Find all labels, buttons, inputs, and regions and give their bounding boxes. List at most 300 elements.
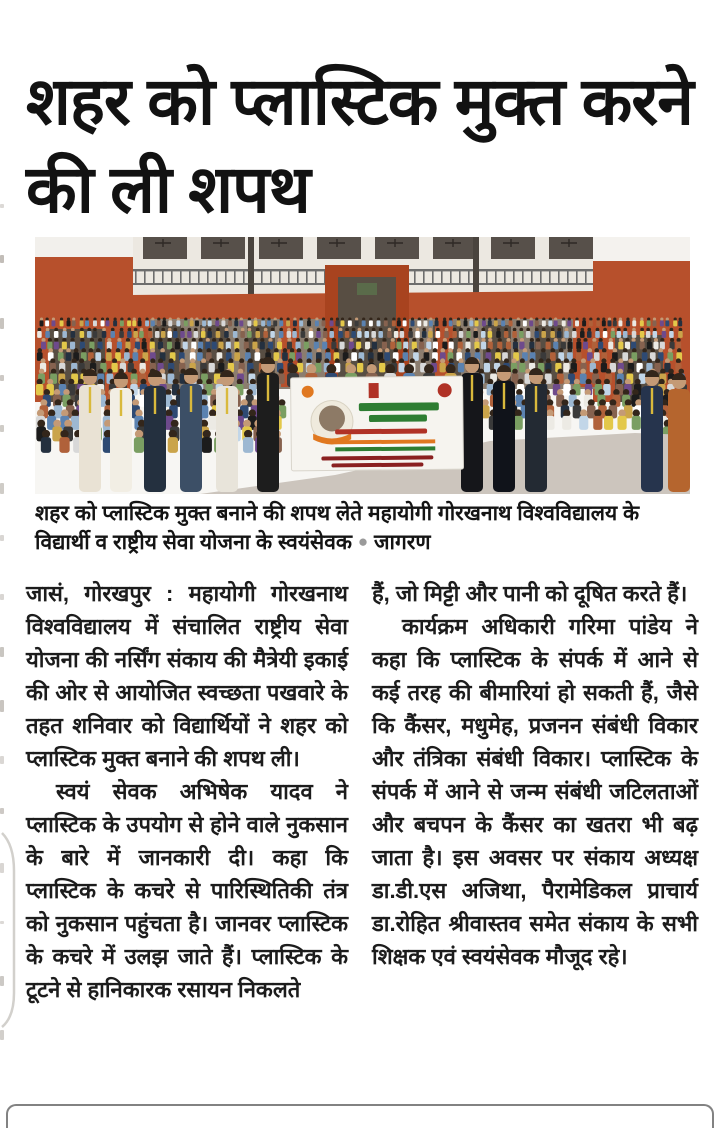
- crowd-head: [315, 318, 318, 321]
- crowd-head: [346, 364, 356, 374]
- crowd-torso: [41, 437, 51, 453]
- crowd-torso: [563, 384, 570, 395]
- crowd-head: [385, 348, 390, 353]
- crowd-torso: [239, 320, 243, 326]
- crowd-torso: [41, 342, 46, 350]
- crowd-head: [647, 358, 652, 363]
- window-segment: [317, 237, 361, 259]
- crowd-head: [392, 318, 395, 321]
- railing-post: [234, 270, 236, 285]
- crowd-torso: [36, 384, 43, 395]
- crowd-torso: [345, 331, 350, 338]
- crowd-torso: [396, 342, 401, 350]
- crowd-head: [513, 328, 517, 332]
- crowd-head: [506, 338, 510, 342]
- crowd-torso: [646, 331, 651, 338]
- crowd-torso: [415, 331, 420, 338]
- crowd-head: [209, 409, 216, 416]
- crowd-head: [536, 338, 540, 342]
- crowd-head: [244, 338, 248, 342]
- crowd-head: [565, 328, 569, 332]
- crowd-head: [677, 338, 681, 342]
- caption-credit: जागरण: [368, 531, 431, 554]
- crowd-head: [169, 430, 177, 438]
- article-paragraph: हैं, जो मिट्टी और पानी को दूषित करते हैं।: [372, 581, 688, 606]
- crowd-head: [208, 328, 212, 332]
- crowd-head: [646, 328, 650, 332]
- crowd-torso: [261, 320, 265, 326]
- crowd-head: [287, 338, 291, 342]
- crowd-head: [618, 409, 625, 416]
- crowd-head: [117, 338, 121, 342]
- crowd-torso: [481, 342, 486, 350]
- crowd-head: [168, 328, 172, 332]
- crowd-head: [542, 328, 546, 332]
- clipping-edge-mark: [0, 863, 4, 873]
- crowd-torso: [475, 320, 479, 326]
- crowd-torso: [509, 320, 513, 326]
- crowd-head: [668, 348, 673, 353]
- crowd-head: [184, 318, 187, 321]
- crowd-head: [64, 420, 72, 428]
- clipping-edge-mark: [0, 318, 4, 329]
- window-segment: [143, 237, 187, 259]
- crowd-head: [116, 348, 121, 353]
- crowd-torso: [596, 320, 600, 326]
- crowd-torso: [184, 320, 188, 326]
- crowd-torso: [484, 363, 490, 373]
- crowd-head: [286, 318, 289, 321]
- crowd-head: [267, 318, 270, 321]
- crowd-head: [216, 318, 219, 321]
- lanyard: [190, 386, 192, 412]
- crowd-head: [637, 358, 642, 363]
- crowd-head: [212, 338, 216, 342]
- crowd-head: [324, 358, 329, 363]
- crowd-head: [626, 318, 629, 321]
- crowd-head: [659, 379, 665, 385]
- crowd-head: [530, 358, 535, 363]
- crowd-head: [424, 348, 429, 353]
- crowd-head: [78, 379, 84, 385]
- crowd-torso: [379, 363, 385, 373]
- crowd-torso: [323, 331, 328, 338]
- crowd-torso: [62, 331, 67, 338]
- crowd-head: [352, 348, 357, 353]
- crowd-torso: [603, 331, 608, 338]
- crowd-head: [40, 318, 43, 321]
- crowd-torso: [309, 331, 314, 338]
- crowd-head: [306, 358, 311, 363]
- crowd-head: [63, 328, 67, 332]
- crowd-head: [378, 348, 383, 353]
- crowd-head: [618, 358, 623, 363]
- crowd-head: [138, 318, 141, 321]
- crowd-torso: [611, 331, 616, 338]
- crowd-head: [160, 348, 165, 353]
- clipping-edge-mark: [0, 921, 4, 924]
- crowd-head: [235, 318, 238, 321]
- crowd-head: [617, 328, 621, 332]
- crowd-torso: [202, 320, 206, 326]
- railing-post: [315, 270, 317, 285]
- crowd-head: [588, 399, 595, 406]
- crowd-torso: [292, 331, 297, 338]
- crowd-head: [482, 318, 485, 321]
- crowd-head: [150, 358, 155, 363]
- crowd-head: [262, 318, 265, 321]
- railing-post: [468, 270, 470, 285]
- crowd-torso: [335, 320, 339, 326]
- photo-right-sky: [593, 237, 690, 261]
- crowd-torso: [665, 320, 669, 326]
- crowd-torso: [295, 342, 300, 350]
- crowd-head: [513, 338, 517, 342]
- crowd-head: [618, 369, 624, 375]
- crowd-torso: [595, 331, 600, 338]
- crowd-torso: [190, 320, 194, 326]
- crowd-head: [38, 328, 42, 332]
- crowd-head: [676, 358, 681, 363]
- crowd-torso: [187, 331, 192, 338]
- crowd-head: [307, 318, 310, 321]
- crowd-head: [215, 369, 221, 375]
- crowd-head: [134, 328, 138, 332]
- crowd-torso: [349, 342, 354, 350]
- crowd-head: [219, 338, 223, 342]
- crowd-torso: [142, 342, 147, 350]
- crowd-head: [199, 338, 203, 342]
- crowd-head: [85, 318, 88, 321]
- crowd-head: [557, 328, 561, 332]
- article-column-1: [26, 577, 348, 1006]
- clipping-edge-curve: [0, 825, 20, 1035]
- crowd-head: [101, 358, 106, 363]
- crowd-head: [365, 328, 369, 332]
- crowd-head: [288, 358, 293, 363]
- crowd-head: [241, 399, 248, 406]
- crowd-head: [589, 318, 592, 321]
- crowd-torso: [411, 320, 415, 326]
- crowd-head: [606, 369, 612, 375]
- crowd-torso: [673, 320, 677, 326]
- crowd-head: [435, 318, 438, 321]
- crowd-head: [655, 358, 660, 363]
- crowd-head: [619, 338, 623, 342]
- crowd-head: [418, 318, 421, 321]
- crowd-torso: [676, 342, 681, 350]
- crowd-head: [323, 338, 327, 342]
- crowd-head: [125, 348, 130, 353]
- crowd-torso: [482, 320, 486, 326]
- crowd-head: [128, 358, 133, 363]
- crowd-head: [42, 430, 50, 438]
- crowd-head: [512, 358, 517, 363]
- crowd-torso: [151, 320, 155, 326]
- crowd-head: [530, 318, 533, 321]
- crowd-torso: [357, 331, 362, 338]
- crowd-head: [608, 318, 611, 321]
- crowd-head: [264, 328, 268, 332]
- railing-post: [261, 270, 263, 285]
- crowd-head: [427, 338, 431, 342]
- crowd-head: [453, 328, 457, 332]
- crowd-head: [409, 328, 413, 332]
- crowd-head: [583, 318, 586, 321]
- crowd-head: [599, 399, 606, 406]
- crowd-head: [613, 389, 619, 395]
- crowd-torso: [120, 320, 124, 326]
- crowd-head: [554, 318, 557, 321]
- crowd-head: [546, 409, 553, 416]
- crowd-head: [335, 358, 340, 363]
- crowd-torso: [54, 331, 59, 338]
- window-segment: [491, 237, 535, 259]
- crowd-torso: [330, 320, 334, 326]
- crowd-torso: [282, 352, 288, 361]
- clipping-edge-mark: [0, 594, 4, 600]
- crowd-head: [433, 338, 437, 342]
- crowd-torso: [464, 320, 468, 326]
- clipping-edge-mark: [0, 483, 4, 494]
- crowd-head: [509, 318, 512, 321]
- crowd-head: [107, 348, 112, 353]
- crowd-head: [150, 338, 154, 342]
- crowd-torso: [233, 331, 238, 338]
- crowd-torso: [362, 320, 366, 326]
- crowd-torso: [536, 342, 541, 350]
- crowd-head: [67, 318, 70, 321]
- crowd-head: [602, 318, 605, 321]
- crowd-torso: [202, 437, 212, 453]
- crowd-head: [619, 318, 622, 321]
- railing-post: [171, 270, 173, 285]
- crowd-head: [368, 348, 373, 353]
- crowd-head: [491, 369, 497, 375]
- crowd-torso: [603, 384, 610, 395]
- crowd-head: [237, 379, 243, 385]
- crowd-torso: [422, 331, 427, 338]
- crowd-head: [46, 328, 50, 332]
- crowd-head: [448, 348, 453, 353]
- crowd-head: [611, 328, 615, 332]
- clipping-edge-mark: [0, 425, 4, 431]
- crowd-head: [546, 338, 550, 342]
- crowd-torso: [592, 342, 597, 350]
- crowd-torso: [191, 342, 196, 350]
- crowd-head: [530, 348, 535, 353]
- crowd-torso: [263, 331, 268, 338]
- crowd-head: [336, 318, 339, 321]
- crowd-torso: [67, 320, 71, 326]
- window-segment: [549, 237, 593, 259]
- crowd-head: [377, 318, 380, 321]
- railing-post: [153, 270, 155, 285]
- crowd-head: [422, 328, 426, 332]
- crowd-head: [143, 348, 148, 353]
- crowd-torso: [80, 331, 85, 338]
- crowd-head: [647, 318, 650, 321]
- crowd-head: [135, 338, 139, 342]
- crowd-torso: [516, 320, 520, 326]
- crowd-head: [47, 379, 53, 385]
- crowd-torso: [307, 320, 311, 326]
- crowd-head: [520, 338, 524, 342]
- clipping-edge-mark: [0, 700, 4, 712]
- crowd-head: [609, 338, 613, 342]
- crowd-head: [207, 348, 212, 353]
- crowd-head: [40, 399, 47, 406]
- crowd-head: [248, 328, 252, 332]
- crowd-torso: [632, 331, 637, 338]
- crowd-head: [120, 318, 123, 321]
- crowd-torso: [47, 342, 52, 350]
- crowd-torso: [403, 320, 407, 326]
- crowd-head: [487, 379, 493, 385]
- crowd-head: [481, 328, 485, 332]
- crowd-head: [515, 409, 522, 416]
- crowd-head: [228, 358, 233, 363]
- crowd-torso: [316, 331, 321, 338]
- crowd-torso: [260, 342, 265, 350]
- news-photo-illustration: [35, 237, 690, 494]
- crowd-head: [206, 338, 210, 342]
- crowd-head: [359, 348, 364, 353]
- crowd-torso: [209, 363, 215, 373]
- crowd-head: [412, 338, 416, 342]
- crowd-torso: [304, 342, 309, 350]
- crowd-torso: [512, 331, 517, 338]
- crowd-head: [546, 399, 553, 406]
- crowd-head: [41, 358, 46, 363]
- crowd-torso: [632, 416, 641, 430]
- crowd-head: [369, 358, 374, 363]
- crowd-torso: [408, 331, 413, 338]
- crowd-head: [188, 328, 192, 332]
- crowd-head: [596, 328, 600, 332]
- crowd-torso: [458, 342, 463, 350]
- crowd-head: [202, 369, 208, 375]
- crowd-head: [101, 318, 104, 321]
- crowd-head: [132, 399, 139, 406]
- crowd-torso: [273, 320, 277, 326]
- crowd-head: [586, 379, 592, 385]
- lanyard: [503, 383, 505, 409]
- crowd-head: [279, 399, 286, 406]
- crowd-torso: [444, 331, 449, 338]
- crowd-head: [393, 348, 398, 353]
- crowd-head: [384, 318, 387, 321]
- crowd-head: [348, 318, 351, 321]
- crowd-torso: [631, 342, 636, 350]
- railing-post: [558, 270, 560, 285]
- crowd-torso: [550, 331, 555, 338]
- crowd-head: [72, 358, 77, 363]
- crowd-torso: [243, 437, 253, 453]
- crowd-head: [551, 348, 556, 353]
- railing-post: [540, 270, 542, 285]
- crowd-torso: [301, 331, 306, 338]
- crowd-torso: [542, 320, 546, 326]
- crowd-head: [572, 328, 576, 332]
- crowd-head: [180, 358, 185, 363]
- crowd-torso: [488, 331, 493, 338]
- crowd-torso: [377, 320, 381, 326]
- crowd-head: [366, 338, 370, 342]
- crowd-torso: [474, 342, 479, 350]
- crowd-head: [222, 318, 225, 321]
- railing-post: [306, 270, 308, 285]
- crowd-head: [679, 328, 683, 332]
- article-paragraph: जासं, गोरखपुर : महायोगी गोरखनाथ विश्वविद्यालय में संचालित राष्ट्रीय सेवा योजना की नर्सिंग संकाय की मैत्रेयी इकाई की ओर से आयोजित स्वच्छता पखवारे के तहत शनिवार को विद्यार्थियों ने शहर को प्लास्टिक मुक्त बनाने की शपथ ली।: [26, 581, 348, 771]
- crowd-head: [594, 348, 599, 353]
- crowd-head: [343, 348, 348, 353]
- crowd-head: [486, 348, 491, 353]
- railing-post: [144, 270, 146, 285]
- crowd-head: [91, 358, 96, 363]
- crowd-head: [554, 379, 560, 385]
- crowd-torso: [519, 342, 524, 350]
- crowd-head: [574, 399, 581, 406]
- crowd-head: [297, 358, 302, 363]
- clipping-edge-mark: [0, 375, 4, 381]
- crowd-torso: [66, 352, 72, 361]
- crowd-torso: [526, 331, 531, 338]
- crowd-head: [179, 348, 184, 353]
- crowd-head: [271, 328, 275, 332]
- crowd-head: [158, 338, 162, 342]
- crowd-head: [296, 338, 300, 342]
- crowd-head: [561, 338, 565, 342]
- crowd-torso: [653, 342, 658, 350]
- crowd-head: [494, 318, 497, 321]
- crowd-torso: [247, 331, 252, 338]
- crowd-head: [379, 328, 383, 332]
- crowd-head: [171, 420, 179, 428]
- crowd-head: [587, 328, 591, 332]
- crowd-torso: [355, 320, 359, 326]
- crowd-head: [233, 328, 237, 332]
- banner-subtitle-bar: [335, 428, 427, 434]
- crowd-head: [120, 328, 124, 332]
- crowd-head: [625, 379, 631, 385]
- person-body: [668, 389, 690, 492]
- crowd-head: [283, 348, 288, 353]
- crowd-head: [653, 328, 657, 332]
- crowd-head: [668, 369, 674, 375]
- crowd-head: [580, 369, 586, 375]
- crowd-head: [640, 318, 643, 321]
- railing-post: [450, 270, 452, 285]
- crowd-torso: [576, 352, 582, 361]
- article-paragraph: स्वयं सेवक अभिषेक यादव ने प्लास्टिक के उपयोग से होने वाले नुकसान के बारे में जानकारी दी। कहा कि प्लास्टिक के कचरे से पारिस्थितिकी तंत्र को नुकसान पहुंचता है। जानवर प्लास्टिक के कचरे में उलझ जाते हैं। प्लास्टिक के टूटने से हानिकारक रसायन निकलते: [26, 779, 348, 1002]
- clipping-edge-mark: [0, 255, 4, 263]
- crowd-head: [131, 379, 137, 385]
- crowd-torso: [279, 320, 283, 326]
- crowd-head: [71, 328, 75, 332]
- crowd-head: [135, 430, 143, 438]
- crowd-torso: [613, 320, 617, 326]
- crowd-head: [588, 348, 593, 353]
- crowd-torso: [384, 320, 388, 326]
- crowd-head: [323, 328, 327, 332]
- crowd-torso: [277, 342, 282, 350]
- crowd-torso: [390, 342, 395, 350]
- clipping-edge-mark: [0, 756, 4, 764]
- crowd-torso: [341, 320, 345, 326]
- crowd-head: [48, 409, 55, 416]
- crowd-head: [306, 364, 316, 374]
